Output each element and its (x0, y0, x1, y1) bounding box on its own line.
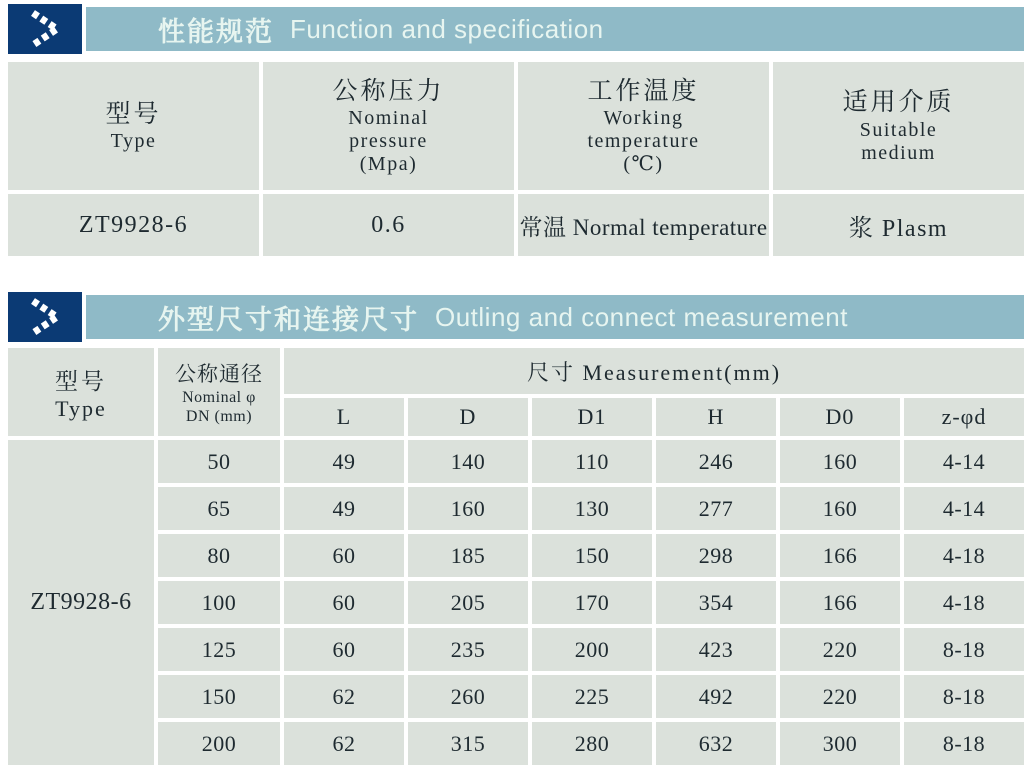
header-pressure-en3: (Mpa) (359, 153, 418, 176)
cell-D: 140 (408, 440, 528, 483)
header-medium-en1: Suitable (859, 118, 938, 141)
header-cell-measurement: 尺寸 Measurement(mm) (284, 348, 1024, 394)
cell-dn: 50 (158, 440, 280, 483)
spec-row-temperature (518, 194, 769, 256)
cell-L: 62 (284, 722, 404, 765)
header-type-zh: 型号 (55, 368, 107, 394)
cell-D0: 300 (780, 722, 900, 765)
header-dn-en1: Nominal φ (182, 388, 256, 406)
section1-title-band (86, 7, 1024, 51)
cell-H: 492 (656, 675, 776, 718)
header-temperature-en2: temperature (587, 130, 700, 153)
header-medium-en2: medium (861, 141, 936, 164)
header-pressure-zh: 公称压力 (332, 77, 445, 105)
header-pressure-en2: pressure (349, 130, 428, 153)
cell-L: 60 (284, 628, 404, 671)
cell-zphid: 8-18 (904, 628, 1024, 671)
cell-L: 62 (284, 675, 404, 718)
cell-D1: 150 (532, 534, 652, 577)
subheader-D0: D0 (780, 398, 900, 436)
spec-type-value: ZT9928-6 (78, 211, 189, 238)
cell-L: 60 (284, 534, 404, 577)
cell-D1: 130 (532, 487, 652, 530)
spec-pressure-value: 0.6 (371, 211, 406, 238)
cell-D: 260 (408, 675, 528, 718)
header-type-zh: 型号 (105, 100, 162, 128)
spec-table (8, 62, 1024, 256)
cell-zphid: 4-18 (904, 534, 1024, 577)
chevron-box (8, 292, 82, 342)
cell-D1: 280 (532, 722, 652, 765)
cell-H: 354 (656, 581, 776, 624)
cell-D1: 170 (532, 581, 652, 624)
cell-zphid: 4-14 (904, 440, 1024, 483)
header-dn-en2: DN (mm) (185, 408, 253, 425)
cell-D: 235 (408, 628, 528, 671)
chevron-right-icon (8, 292, 82, 342)
header-cell-type (8, 62, 259, 190)
chevron-box (8, 4, 82, 54)
cell-dn: 125 (158, 628, 280, 671)
cell-H: 423 (656, 628, 776, 671)
section2-header (8, 292, 1024, 342)
chevron-right-icon (8, 4, 82, 54)
cell-zphid: 4-14 (904, 487, 1024, 530)
subheader-L: L (284, 398, 404, 436)
section2-title-band (86, 295, 1024, 339)
cell-dn: 65 (158, 487, 280, 530)
cell-D: 185 (408, 534, 528, 577)
subheader-D1: D1 (532, 398, 652, 436)
spec-row-medium (773, 194, 1024, 256)
cell-dn: 100 (158, 581, 280, 624)
cell-H: 277 (656, 487, 776, 530)
cell-zphid: 8-18 (904, 675, 1024, 718)
cell-D: 315 (408, 722, 528, 765)
subheader-zphid: z-φd (904, 398, 1024, 436)
section1-header (8, 4, 1024, 54)
header-type-en: Type (110, 130, 157, 153)
cell-L: 60 (284, 581, 404, 624)
cell-dn: 150 (158, 675, 280, 718)
cell-zphid: 8-18 (904, 722, 1024, 765)
spec-row-pressure (263, 194, 514, 256)
cell-D1: 200 (532, 628, 652, 671)
cell-D0: 220 (780, 675, 900, 718)
cell-H: 632 (656, 722, 776, 765)
section2-title-zh: 外型尺寸和连接尺寸 (158, 304, 419, 335)
cell-D1: 110 (532, 440, 652, 483)
spec-medium-value: 浆 Plasm (848, 215, 949, 242)
header-temperature-zh: 工作温度 (587, 77, 700, 105)
cell-dn: 80 (158, 534, 280, 577)
cell-D0: 166 (780, 581, 900, 624)
header-type-en: Type (55, 395, 107, 421)
cell-D0: 220 (780, 628, 900, 671)
cell-D1: 225 (532, 675, 652, 718)
cell-H: 246 (656, 440, 776, 483)
header-temperature-en1: Working (603, 107, 684, 130)
header-medium-zh: 适用介质 (842, 89, 955, 117)
header-cell-dn (158, 348, 280, 436)
cell-D: 205 (408, 581, 528, 624)
cell-D: 160 (408, 487, 528, 530)
subheader-D: D (408, 398, 528, 436)
header-cell-pressure (263, 62, 514, 190)
header-pressure-en1: Nominal (348, 107, 429, 130)
section2-title-en: Outling and connect measurement (435, 301, 848, 332)
subheader-H: H (656, 398, 776, 436)
cell-D0: 160 (780, 440, 900, 483)
header-cell-medium (773, 62, 1024, 190)
cell-D0: 160 (780, 487, 900, 530)
dimension-table (8, 348, 1024, 765)
type-value-cell: ZT9928-6 (8, 440, 154, 765)
header-temperature-en3: (℃) (623, 153, 664, 176)
header-dn-zh: 公称通径 (175, 361, 263, 386)
header-cell-temperature (518, 62, 769, 190)
cell-H: 298 (656, 534, 776, 577)
cell-dn: 200 (158, 722, 280, 765)
cell-zphid: 4-18 (904, 581, 1024, 624)
cell-L: 49 (284, 440, 404, 483)
header-cell-type (8, 348, 154, 436)
spec-temperature-value: 常温 Normal temperature (519, 214, 768, 240)
spec-row-type (8, 194, 259, 256)
cell-D0: 166 (780, 534, 900, 577)
section1-title-en: Function and specification (290, 13, 604, 44)
cell-L: 49 (284, 487, 404, 530)
section1-title-zh: 性能规范 (158, 16, 274, 47)
